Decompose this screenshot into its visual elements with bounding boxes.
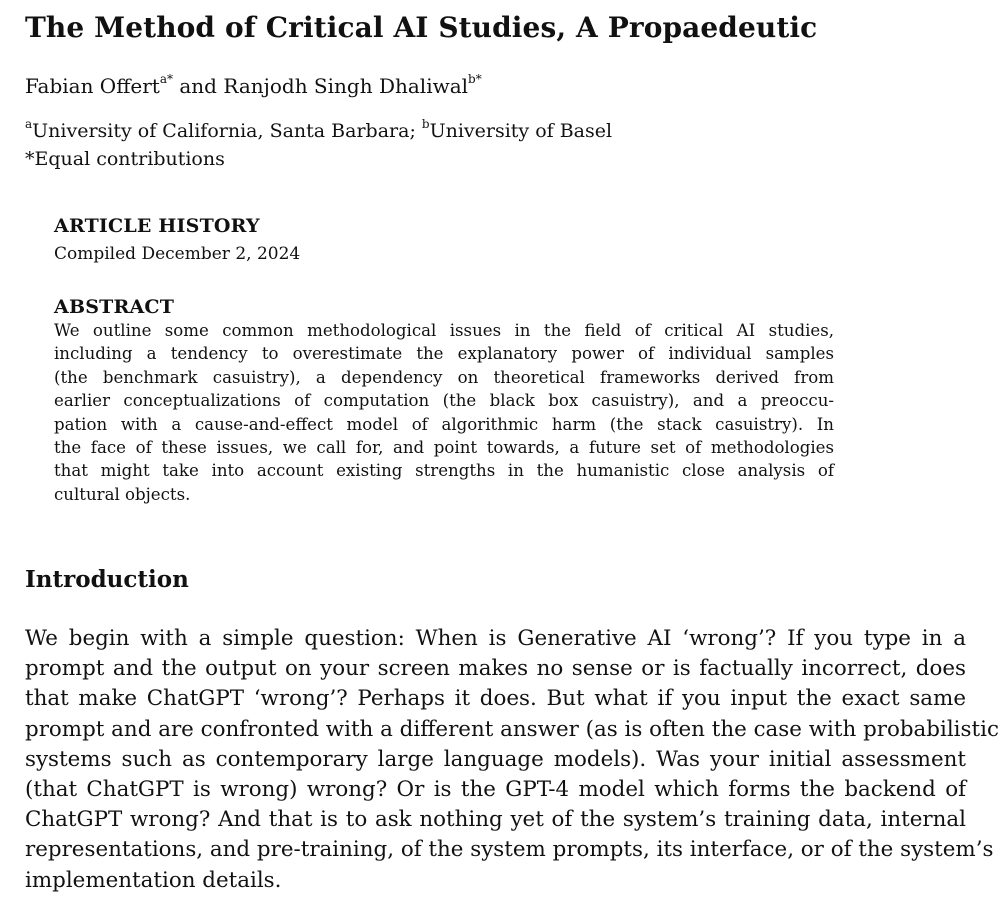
introduction-line: representations, and pre-training, of the system prompts, its interface, or of the system’s <box>25 837 994 863</box>
affiliation-basel: University of Basel <box>429 120 613 142</box>
introduction-paragraph <box>25 624 999 896</box>
abstract-line: earlier conceptualizations of computation (the black box casuistry), and a preoccu- <box>54 391 834 411</box>
abstract-line: cultural objects. <box>54 484 191 504</box>
author-connector: and <box>173 74 224 98</box>
abstract-text <box>54 319 834 506</box>
author-line <box>25 72 482 100</box>
abstract-line: that might take into account existing strengths in the humanistic close analysis of <box>54 461 834 481</box>
introduction-line: that make ChatGPT ‘wrong’? Perhaps it does. But what if you input the exact same <box>25 686 966 712</box>
introduction-line: ChatGPT wrong? And that is to ask nothing yet of the system’s training data, internal <box>25 807 966 833</box>
introduction-line: implementation details. <box>25 867 282 893</box>
author-ranjodh-singh-dhaliwal-affiliation-marker: b* <box>468 72 482 87</box>
affiliations <box>25 117 612 145</box>
affiliation-a-marker: a <box>25 116 33 131</box>
introduction-line: prompt and the output on your screen makes no sense or is factually incorrect, does <box>25 656 966 682</box>
author-fabian-offert: Fabian Offert <box>25 74 160 98</box>
author-fabian-offert-affiliation-marker: a* <box>159 72 173 87</box>
introduction-line: systems such as contemporary large language models). Was your initial assessment <box>25 746 966 772</box>
affiliation-ucsb: University of California, Santa Barbara; <box>32 120 422 142</box>
abstract-heading: ABSTRACT <box>54 296 175 318</box>
article-history-heading: ARTICLE HISTORY <box>54 215 260 237</box>
introduction-line: We begin with a simple question: When is Generative AI ‘wrong’? If you type in a <box>25 626 966 651</box>
compiled-date: Compiled December 2, 2024 <box>54 244 301 264</box>
abstract-line: pation with a cause-and-effect model of algorithmic harm (the stack casuistry). In <box>54 414 834 434</box>
abstract-line: We outline some common methodological issues in the field of critical AI studies, <box>54 321 834 340</box>
introduction-line: prompt and are confronted with a different answer (as is often the case with probabilistic <box>25 716 999 742</box>
abstract-line: (the benchmark casuistry), a dependency on theoretical frameworks derived from <box>54 367 834 387</box>
introduction-line: (that ChatGPT is wrong) wrong? Or is the GPT-4 model which forms the backend of <box>25 777 966 803</box>
paper-title: The Method of Critical AI Studies, A Propaedeutic <box>25 11 818 44</box>
author-ranjodh-singh-dhaliwal: Ranjodh Singh Dhaliwal <box>223 74 469 98</box>
abstract-line: the face of these issues, we call for, and point towards, a future set of methodologies <box>54 438 834 458</box>
equal-contribution-note: *Equal contributions <box>25 148 225 170</box>
abstract-line: including a tendency to overestimate the explanatory power of individual samples <box>54 344 834 364</box>
affiliation-b-marker: b <box>421 116 430 131</box>
introduction-heading: Introduction <box>25 566 189 593</box>
